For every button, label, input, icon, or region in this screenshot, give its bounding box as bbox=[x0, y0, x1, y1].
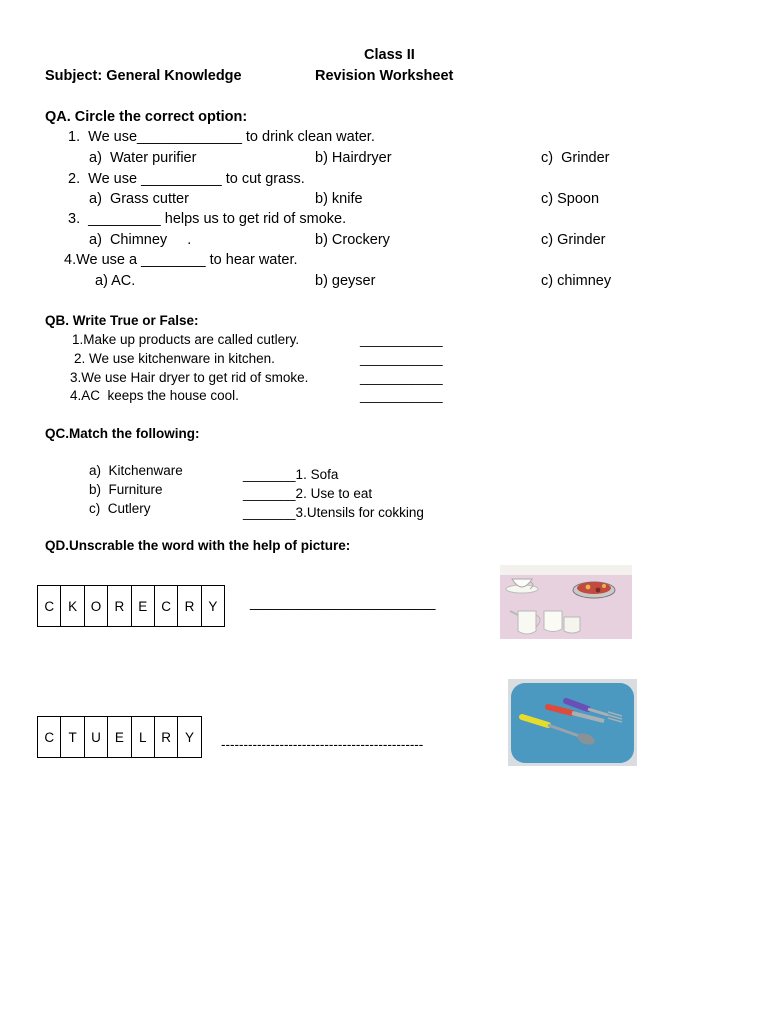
qa-heading: QA. Circle the correct option: bbox=[45, 109, 248, 125]
cutlery-image bbox=[508, 679, 637, 766]
letter-cell: C bbox=[37, 716, 61, 758]
scrambled-word-1 bbox=[37, 585, 225, 627]
qa-q3-option-b: b) Crockery bbox=[315, 232, 390, 248]
class-title: Class II bbox=[364, 47, 415, 63]
qa-q1-option-c: c) Grinder bbox=[541, 150, 610, 166]
qa-q1-option-a: a) Water purifier bbox=[89, 150, 197, 166]
qb-answer-blank-3: ___________ bbox=[360, 370, 443, 385]
qa-q2-option-b: b) knife bbox=[315, 191, 363, 207]
qa-question-2: 2. We use __________ to cut grass. bbox=[68, 171, 305, 187]
qa-q1-option-b: b) Hairdryer bbox=[315, 150, 392, 166]
letter-cell: R bbox=[177, 585, 201, 627]
qa-q2-option-c: c) Spoon bbox=[541, 191, 600, 207]
qc-right-item-1: _______1. Sofa bbox=[243, 467, 339, 482]
letter-cell: R bbox=[107, 585, 131, 627]
letter-cell: C bbox=[154, 585, 178, 627]
qa-q3-option-a: a) Chimney . bbox=[89, 232, 192, 248]
letter-cell: E bbox=[131, 585, 155, 627]
qa-question-3: 3. _________ helps us to get rid of smoke. bbox=[68, 211, 347, 227]
answer-blank-1: _______________________ bbox=[250, 595, 436, 611]
qb-heading: QB. Write True or False: bbox=[45, 313, 199, 328]
letter-cell: Y bbox=[201, 585, 225, 627]
letter-cell: O bbox=[84, 585, 108, 627]
letter-cell: U bbox=[84, 716, 108, 758]
letter-cell: E bbox=[107, 716, 131, 758]
qc-right-item-2: _______2. Use to eat bbox=[243, 486, 373, 501]
qa-q4-option-c: c) chimney bbox=[541, 273, 612, 289]
qc-left-item-c: c) Cutlery bbox=[89, 501, 151, 516]
qb-item-3: 3.We use Hair dryer to get rid of smoke. bbox=[70, 370, 309, 385]
qc-left-item-a: a) Kitchenware bbox=[89, 463, 183, 478]
letter-cell: Y bbox=[177, 716, 201, 758]
qa-q4-option-b: b) geyser bbox=[315, 273, 376, 289]
qb-item-1: 1.Make up products are called cutlery. bbox=[72, 332, 300, 347]
letter-cell: T bbox=[60, 716, 84, 758]
letter-cell: K bbox=[60, 585, 84, 627]
answer-blank-2: --------------------------------------------- bbox=[221, 737, 424, 752]
qb-item-2: 2. We use kitchenware in kitchen. bbox=[74, 351, 275, 366]
scrambled-word-2 bbox=[37, 716, 202, 758]
qa-q4-option-a: a) AC. bbox=[95, 273, 136, 289]
qb-answer-blank-1: ___________ bbox=[360, 332, 443, 347]
letter-cell: R bbox=[154, 716, 178, 758]
letter-cell: C bbox=[37, 585, 61, 627]
qa-q2-option-a: a) Grass cutter bbox=[89, 191, 189, 207]
crockery-image bbox=[500, 565, 632, 639]
qd-heading: QD.Unscrable the word with the help of picture: bbox=[45, 538, 351, 553]
qc-heading: QC.Match the following: bbox=[45, 426, 200, 441]
worksheet-title: Revision Worksheet bbox=[315, 68, 454, 84]
qc-right-item-3: _______3.Utensils for cokking bbox=[243, 505, 424, 520]
letter-cell: L bbox=[131, 716, 155, 758]
qa-question-4: 4.We use a ________ to hear water. bbox=[64, 252, 298, 268]
qc-left-item-b: b) Furniture bbox=[89, 482, 163, 497]
qa-question-1: 1. We use_____________ to drink clean water. bbox=[68, 129, 375, 145]
qb-answer-blank-4: ___________ bbox=[360, 388, 443, 403]
qa-q3-option-c: c) Grinder bbox=[541, 232, 606, 248]
subject-title: Subject: General Knowledge bbox=[45, 68, 242, 84]
qb-answer-blank-2: ___________ bbox=[360, 351, 443, 366]
qb-item-4: 4.AC keeps the house cool. bbox=[70, 388, 239, 403]
